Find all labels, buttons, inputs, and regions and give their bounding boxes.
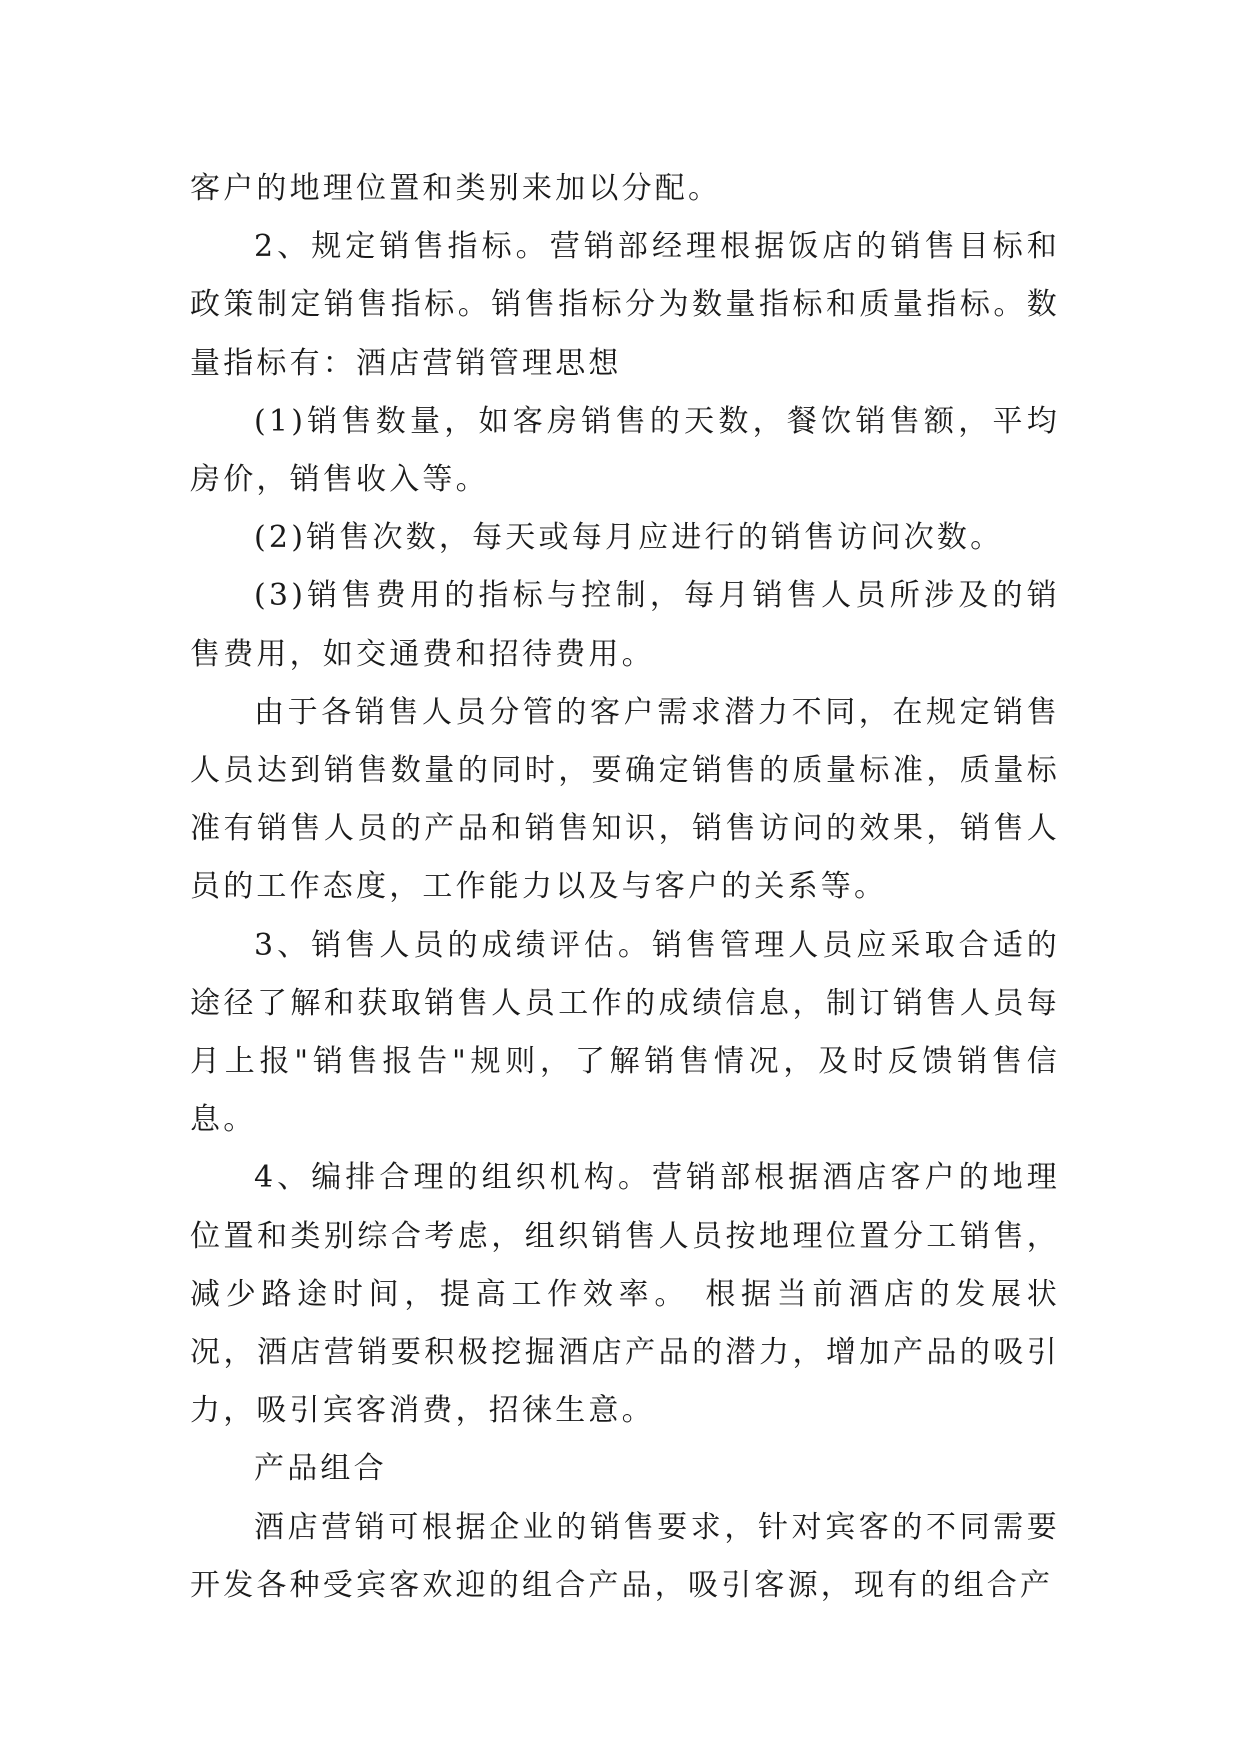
- paragraph-quality-standard: 由于各销售人员分管的客户需求潜力不同，在规定销售人员达到销售数量的同时，要确定销售的质量标准，质量标准有销售人员的产品和销售知识，销售访问的效果，销售人员的工作态度，工作能力以及与客户的关系等。: [190, 694, 1060, 905]
- document-page: [190, 160, 1060, 1615]
- section-heading-product-mix: 产品组合: [254, 1451, 387, 1487]
- paragraph-item-3: (3)销售费用的指标与控制，每月销售人员所涉及的销售费用，如交通费和招待费用。: [190, 578, 1060, 672]
- paragraph-performance-evaluation: 3、销售人员的成绩评估。销售管理人员应采取合适的途径了解和获取销售人员工作的成绩信息，制订销售人员每月上报"销售报告"规则，了解销售情况，及时反馈销售信息。: [190, 927, 1060, 1138]
- paragraph-sales-targets: 2、规定销售指标。营销部经理根据饭店的销售目标和政策制定销售指标。销售指标分为数量指标和质量指标。数量指标有：酒店营销管理思想: [190, 229, 1060, 381]
- paragraph-item-2: (2)销售次数，每天或每月应进行的销售访问次数。: [254, 520, 1004, 556]
- paragraph-product-mix: 酒店营销可根据企业的销售要求，针对宾客的不同需要开发各种受宾客欢迎的组合产品，吸引客源，现有的组合产: [190, 1509, 1060, 1603]
- paragraph-1: 客户的地理位置和类别来加以分配。: [190, 171, 722, 206]
- paragraph-organization: 4、编排合理的组织机构。营销部根据酒店客户的地理位置和类别综合考虑，组织销售人员按地理位置分工销售，减少路途时间，提高工作效率。 根据当前酒店的发展状况，酒店营销要积极挖掘酒店产品的潜力，增加产品的吸引力，吸引宾客消费，招徕生意。: [190, 1160, 1060, 1429]
- paragraph-item-1: (1)销售数量，如客房销售的天数，餐饮销售额，平均房价，销售收入等。: [190, 403, 1060, 498]
